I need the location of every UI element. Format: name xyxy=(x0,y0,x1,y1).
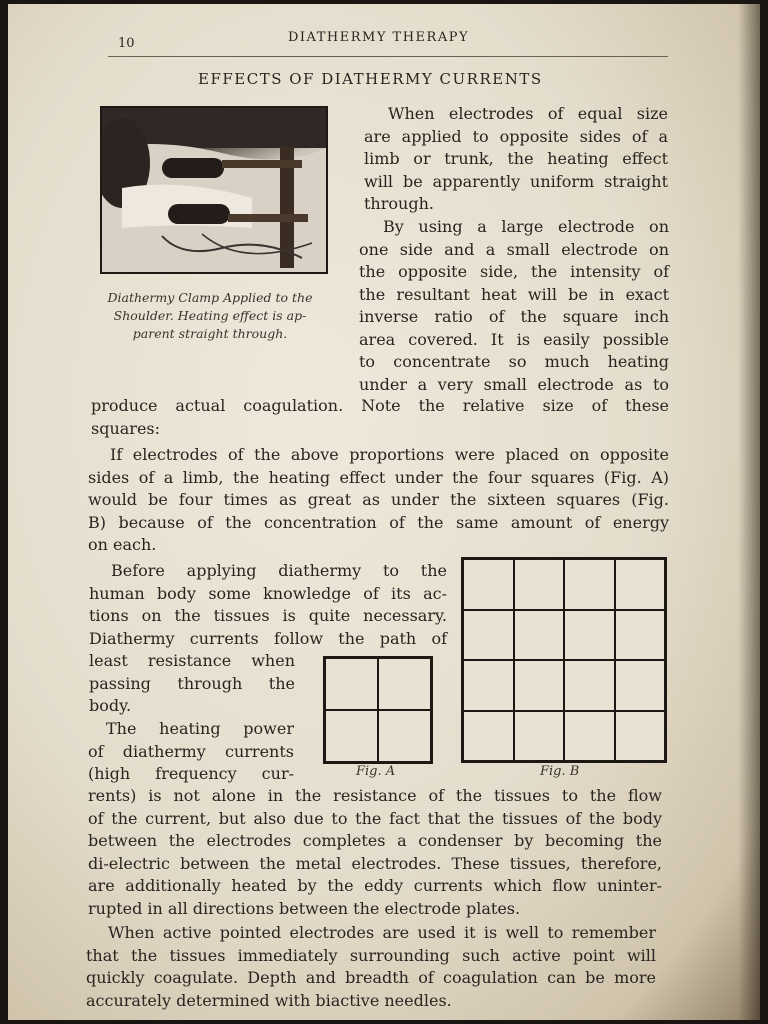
text-line: of the current, but also due to the fact that the tissues of the body xyxy=(88,808,662,828)
photo-illustration xyxy=(102,108,326,272)
text-line: If electrodes of the above proportions were placed on opposite xyxy=(110,445,669,464)
text-line: rents) is not alone in the resistance of the tissues to the flow xyxy=(88,786,662,805)
text-line: human body some knowledge of its ac- xyxy=(89,583,447,603)
text-line: When electrodes of equal size xyxy=(388,104,668,123)
grid-square xyxy=(463,559,514,610)
page-number: 10 xyxy=(118,36,135,51)
grid-square xyxy=(564,559,615,610)
grid-square xyxy=(463,610,514,661)
text-line: are applied to opposite sides of a xyxy=(364,126,668,146)
text-line: of diathermy currents xyxy=(88,741,294,761)
diathermy-clamp-photo xyxy=(100,106,328,274)
book-page xyxy=(8,4,760,1020)
text-line: tions on the tissues is quite necessary. xyxy=(89,606,447,625)
text-line: through. xyxy=(364,194,434,213)
text-line: inverse ratio of the square inch xyxy=(359,307,669,326)
grid-square xyxy=(564,711,615,762)
grid-square xyxy=(564,610,615,661)
text-line: B) because of the concentration of the same amount of energy xyxy=(88,512,669,532)
text-line: that the tissues immediately surrounding such active point will xyxy=(86,945,656,965)
text-line: Before applying diathermy to the xyxy=(111,561,447,580)
page-gutter-shadow xyxy=(738,4,760,1020)
grid-square xyxy=(615,559,666,610)
grid-square xyxy=(514,559,565,610)
paragraph-heating-power xyxy=(88,718,294,786)
paragraph-pointed-electrodes xyxy=(86,922,656,1012)
grid-square xyxy=(325,658,378,710)
text-line: quickly coagulate. Depth and breadth of coagulation can be more xyxy=(86,968,656,987)
text-line: sides of a limb, the heating effect under the four squares (Fig. A) xyxy=(88,467,669,487)
caption-line: Diathermy Clamp Applied to the xyxy=(107,290,313,305)
grid-square xyxy=(463,711,514,762)
text-line: rupted in all directions between the electrode plates. xyxy=(88,898,521,918)
grid-square xyxy=(325,710,378,762)
text-line: body. xyxy=(89,696,132,715)
caption-line: parent straight through. xyxy=(132,326,288,341)
photo-caption xyxy=(90,289,330,343)
fig-a-four-squares xyxy=(323,656,433,764)
grid-square xyxy=(615,610,666,661)
text-line: di-electric between the metal electrodes. These tissues, therefore, xyxy=(88,853,662,873)
fig-a-label: Fig. A xyxy=(356,764,396,779)
text-line: Diathermy currents follow the path of xyxy=(89,628,447,648)
text-line: passing through the xyxy=(89,673,295,693)
text-line: When active pointed electrodes are used it is well to remember xyxy=(108,923,656,942)
fig-b-label: Fig. B xyxy=(540,764,580,779)
paragraph-equal-electrodes xyxy=(364,103,668,216)
paragraph-coagulation xyxy=(91,395,669,440)
fig-b-sixteen-squares xyxy=(461,557,667,763)
paragraph-least-resistance xyxy=(89,650,295,718)
paragraph-proportions xyxy=(88,444,669,557)
text-line: the resultant heat will be in exact xyxy=(359,284,669,304)
grid-square xyxy=(378,710,431,762)
text-line: By using a large electrode on xyxy=(383,217,669,236)
section-title: EFFECTS OF DIATHERMY CURRENTS xyxy=(198,70,543,88)
paragraph-before-applying xyxy=(89,560,447,650)
grid-square xyxy=(378,658,431,710)
text-line: under a very small electrode as to xyxy=(359,374,669,394)
text-line: would be four times as great as under the sixteen squares (Fig. xyxy=(88,490,669,509)
grid-square xyxy=(514,660,565,711)
grid-square xyxy=(514,711,565,762)
text-line: The heating power xyxy=(106,719,294,738)
text-line: squares: xyxy=(91,418,161,438)
text-line: will be apparently uniform straight xyxy=(364,171,668,191)
paragraph-condenser xyxy=(88,785,662,920)
text-line: area covered. It is easily possible xyxy=(359,329,669,349)
text-line: (high frequency cur- xyxy=(88,764,294,783)
page-header xyxy=(108,26,668,57)
text-line: one side and a small electrode on xyxy=(359,239,669,259)
grid-square xyxy=(615,660,666,711)
text-line: accurately determined with biactive needles. xyxy=(86,990,452,1010)
text-line: the opposite side, the intensity of xyxy=(359,262,669,281)
grid-square xyxy=(463,660,514,711)
text-line: limb or trunk, the heating effect xyxy=(364,149,668,168)
grid-square xyxy=(564,660,615,711)
text-line: on each. xyxy=(88,535,157,554)
text-line: least resistance when xyxy=(89,651,295,670)
running-head: DIATHERMY THERAPY xyxy=(288,30,470,45)
grid-square xyxy=(615,711,666,762)
grid-square xyxy=(514,610,565,661)
text-line: between the electrodes completes a condenser by becoming the xyxy=(88,831,662,850)
text-line: to concentrate so much heating xyxy=(359,352,669,371)
paragraph-unequal-electrodes xyxy=(359,216,669,396)
text-line: produce actual coagulation. Note the relative size of these xyxy=(91,396,669,415)
caption-line: Shoulder. Heating effect is ap- xyxy=(113,308,307,323)
text-line: are additionally heated by the eddy currents which flow uninter- xyxy=(88,876,662,895)
